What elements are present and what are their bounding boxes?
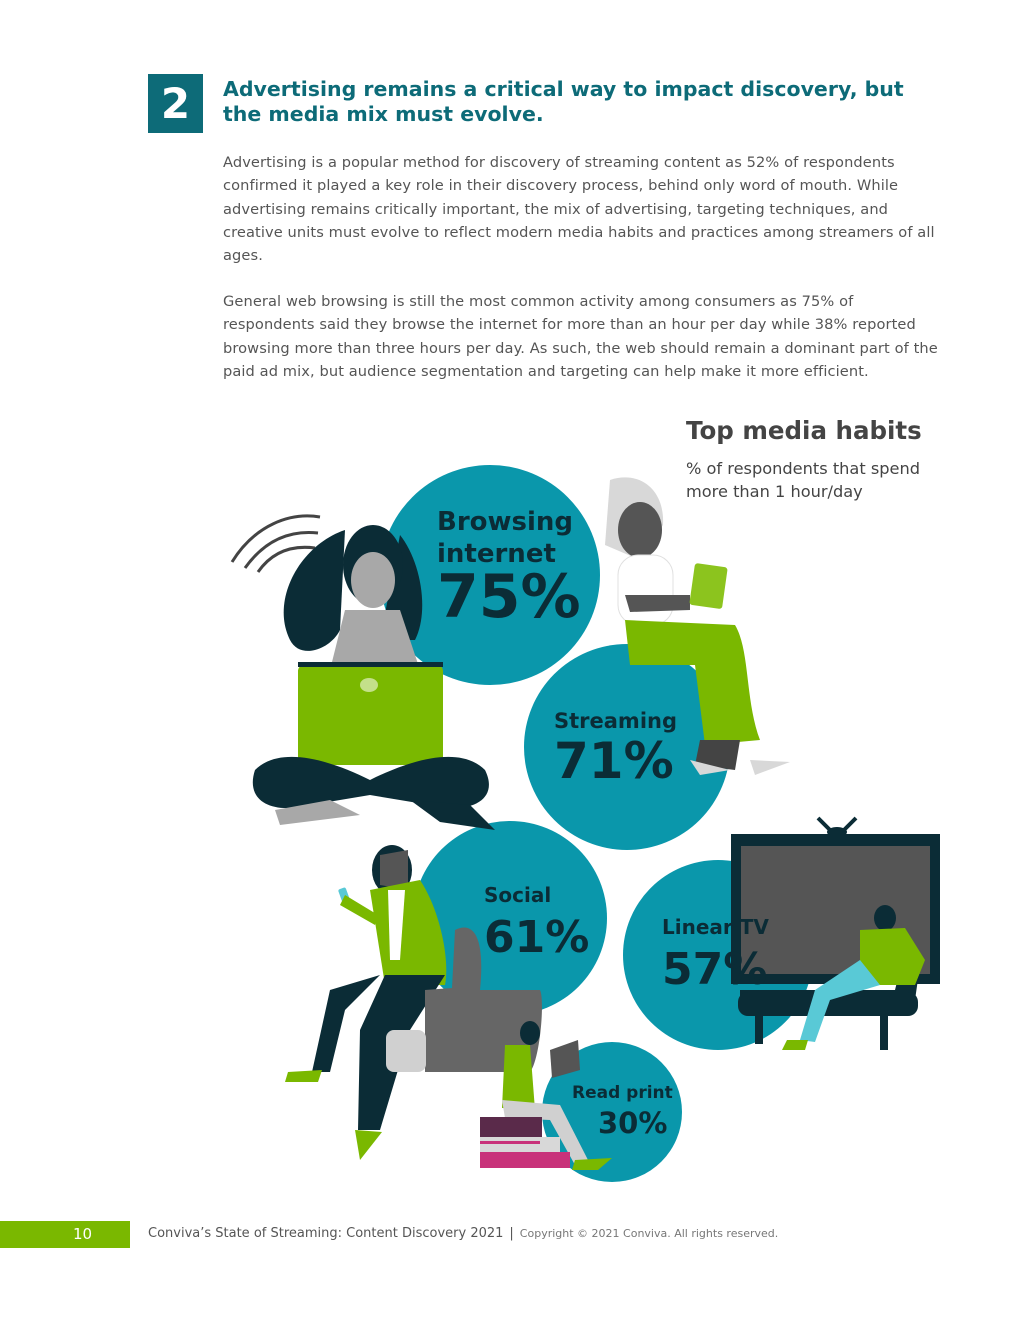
bubble-value-read-print: 30% (598, 1106, 668, 1140)
page-number: 10 (72, 1225, 93, 1243)
bubble-label-social: Social (484, 883, 552, 907)
footer-separator: | (509, 1226, 514, 1241)
bubble-value-browsing-internet: 75% (437, 562, 581, 632)
body-paragraph-1: Advertising is a popular method for discovery of streaming content as 52% of respondents confirmed it played a key role in their discovery process, behind only word of mouth. While advertising remains critically important, the mix of advertising, targeting techniques, and creative units must evolve to reflect modern media habits and practices among streamers of all ages. (223, 154, 935, 265)
bubble-label-linear-tv: Linear TV (662, 915, 769, 939)
footer-document-title: Conviva’s State of Streaming: Content Discovery 2021 (148, 1226, 504, 1241)
book-stack-icon (480, 1117, 542, 1137)
section-heading: Advertising remains a critical way to impact discovery, but the media mix must evolve. (223, 77, 904, 126)
body-paragraph-2: General web browsing is still the most common activity among consumers as 75% of respondents said they browse the internet for more than an hour per day while 38% reported browsing more than three hours per day. As such, the web should remain a dominant part of the paid ad mix, but audience segmentation and targeting can help make it more efficient. (223, 293, 938, 380)
footer-text (148, 1226, 778, 1241)
chart-title: Top media habits (686, 416, 922, 445)
section-number-badge: 2 (148, 74, 203, 133)
bubble-value-social: 61% (484, 912, 590, 963)
bubble-label-streaming: Streaming (554, 709, 677, 733)
chart-subtitle: % of respondents that spend more than 1 hour/day (686, 459, 921, 501)
bubble-label-browsing-internet: Browsing (437, 507, 574, 537)
bubble-value-linear-tv: 57% (662, 944, 768, 995)
footer-copyright: Copyright © 2021 Conviva. All rights reserved. (519, 1227, 779, 1240)
bubble-label-read-print: Read print (572, 1083, 673, 1103)
bubble-label-browsing-internet: internet (437, 539, 556, 569)
bubble-value-streaming: 71% (554, 732, 674, 790)
